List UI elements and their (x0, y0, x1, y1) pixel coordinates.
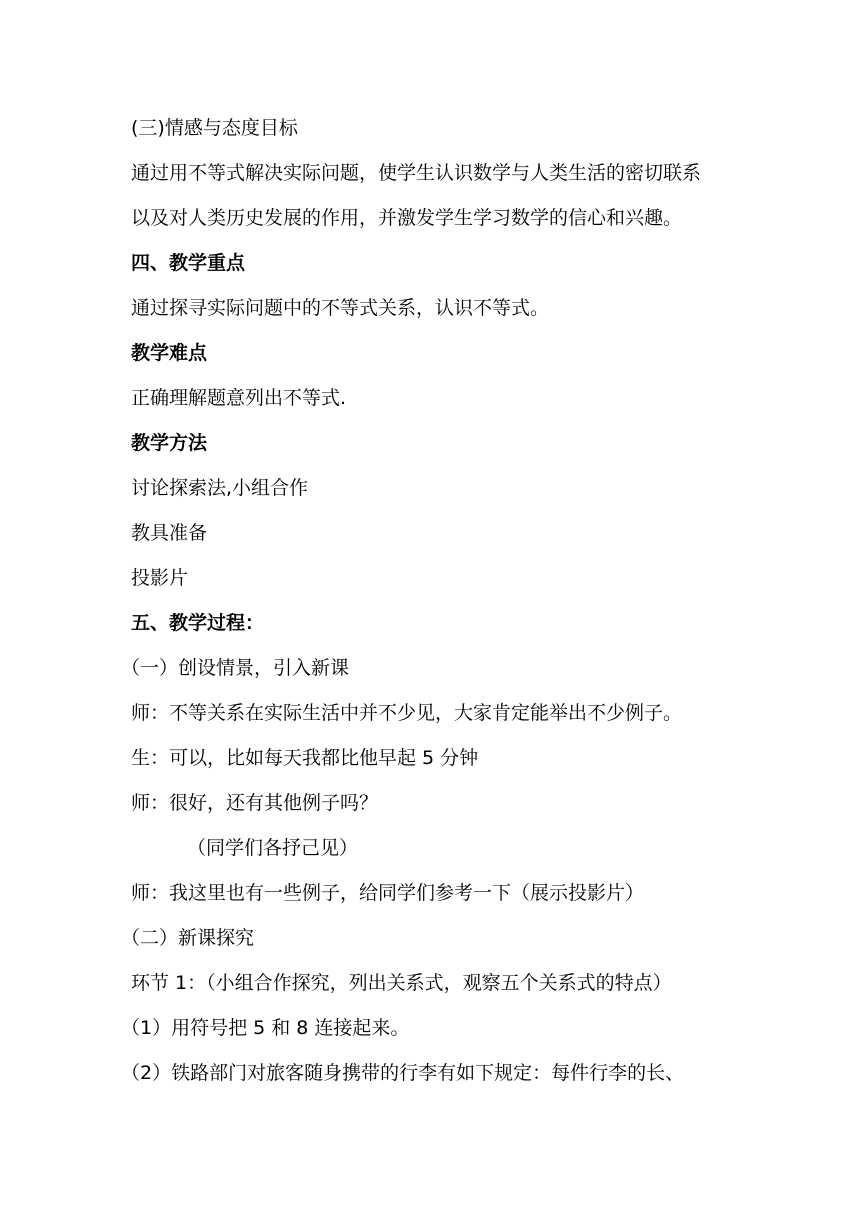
dialogue-line: 师：不等关系在实际生活中并不少见，大家肯定能举出不少例子。 (131, 702, 683, 724)
stage-note: （同学们各抒己见） (187, 837, 359, 859)
dialogue-line: 师：我这里也有一些例子，给同学们参考一下（展示投影片） (131, 882, 645, 904)
heading-teaching-focus: 四、教学重点 (131, 252, 246, 274)
paragraph-line: 以及对人类历史发展的作用，并激发学生学习数学的信心和兴趣。 (131, 207, 683, 229)
paragraph-line: 通过探寻实际问题中的不等式关系，认识不等式。 (131, 297, 550, 319)
section-heading-emotion-goals: (三)情感与态度目标 (131, 117, 298, 139)
dialogue-line: 师：很好，还有其他例子吗？ (131, 792, 379, 814)
paragraph-line: 通过用不等式解决实际问题，使学生认识数学与人类生活的密切联系 (131, 162, 702, 184)
heading-teaching-aids: 教具准备 (131, 522, 208, 544)
list-item: （1）用符号把 5 和 8 连接起来。 (121, 1017, 410, 1039)
paragraph-line: 投影片 (131, 567, 189, 589)
paragraph-line: 讨论探索法,小组合作 (131, 477, 309, 499)
paragraph-line: 环节 1：（小组合作探究，列出关系式，观察五个关系式的特点） (131, 972, 672, 994)
heading-teaching-method: 教学方法 (131, 432, 208, 454)
paragraph-line: 正确理解题意列出不等式. (131, 387, 347, 409)
list-item: （2）铁路部门对旅客随身携带的行李有如下规定：每件行李的长、 (121, 1062, 685, 1084)
heading-teaching-process: 五、教学过程： (131, 612, 265, 634)
heading-teaching-difficulty: 教学难点 (131, 342, 208, 364)
subheading-introduction: （一）创设情景，引入新课 (121, 657, 350, 679)
dialogue-line: 生：可以，比如每天我都比他早起 5 分钟 (131, 747, 479, 769)
subheading-new-lesson: （二）新课探究 (121, 927, 255, 949)
